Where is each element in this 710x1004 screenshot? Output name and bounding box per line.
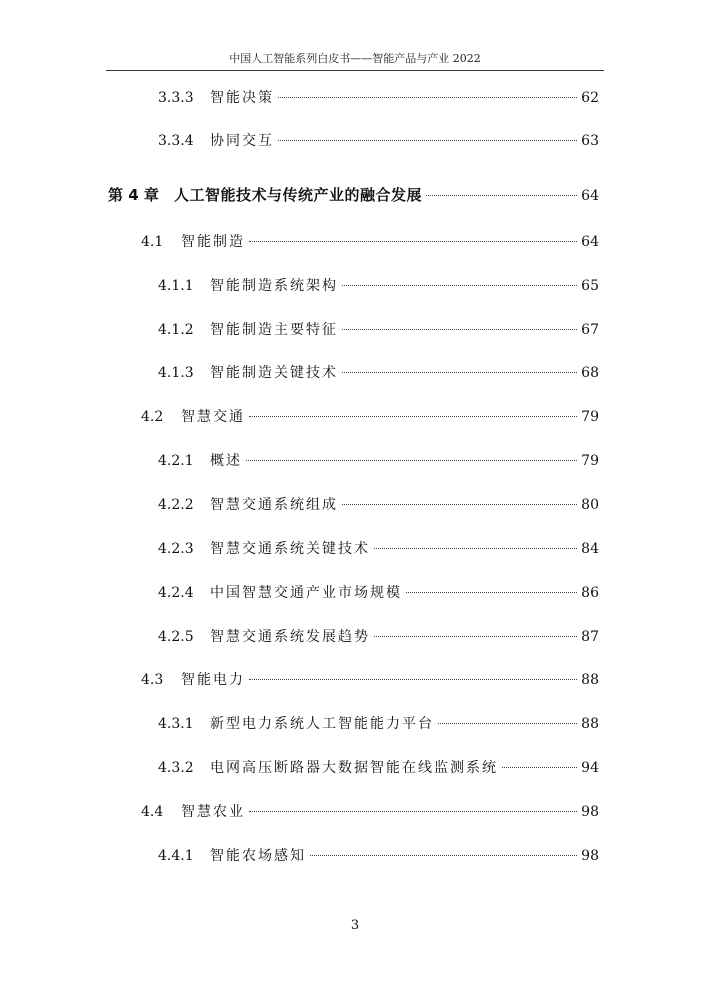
toc-leader [249, 811, 577, 812]
toc-entry-4-1-3[interactable] [158, 363, 599, 383]
toc-entry-4-2-5[interactable] [158, 627, 599, 647]
running-header: 中国人工智能系列白皮书——智能产品与产业 2022 [229, 52, 481, 65]
toc-leader [249, 241, 577, 242]
toc-entry-4-2[interactable] [141, 407, 599, 427]
toc-title: 智能制造 [181, 234, 245, 250]
toc-title: 人工智能技术与传统产业的融合发展 [174, 186, 423, 204]
toc-page: 65 [581, 278, 599, 294]
toc-number: 4.3.1 [158, 716, 194, 732]
toc-number: 4.2.1 [158, 453, 194, 469]
toc-title: 智慧交通系统发展趋势 [210, 629, 370, 645]
toc-number: 4.1.3 [158, 365, 194, 381]
toc-page: 98 [581, 848, 599, 864]
toc-entry-4-1-2[interactable] [158, 320, 599, 340]
toc-title: 协同交互 [210, 133, 274, 149]
toc-number: 4.2.3 [158, 541, 194, 557]
toc-leader [406, 592, 577, 593]
toc-title: 智慧交通 [181, 409, 245, 425]
toc-number: 4.4.1 [158, 848, 194, 864]
toc-title: 智慧交通系统组成 [210, 497, 338, 513]
toc-entry-4-1[interactable] [141, 232, 599, 252]
toc-entry-4-4-1[interactable] [158, 846, 599, 866]
toc-page: 62 [581, 90, 599, 106]
toc-entry-4-3-1[interactable] [158, 714, 599, 734]
toc-number: 3.3.4 [158, 133, 194, 149]
toc-page: 84 [581, 541, 599, 557]
toc-entry-3-3-4[interactable] [158, 131, 599, 151]
toc-number: 4.3.2 [158, 760, 194, 776]
toc-page: 86 [581, 585, 599, 601]
toc-leader [278, 140, 577, 141]
toc-number: 4.1 [141, 234, 164, 250]
toc-page: 98 [581, 804, 599, 820]
toc-title: 智慧交通系统关键技术 [210, 541, 370, 557]
toc-entry-4-2-4[interactable] [158, 583, 599, 603]
toc-entry-4-1-1[interactable] [158, 276, 599, 296]
toc-leader [426, 195, 577, 196]
toc-number: 4.2 [141, 409, 164, 425]
toc-title: 智能农场感知 [210, 848, 306, 864]
toc-leader [374, 636, 577, 637]
toc-number: 3.3.3 [158, 90, 194, 106]
toc-entry-4-2-3[interactable] [158, 539, 599, 559]
toc-leader [249, 416, 577, 417]
toc-page: 80 [581, 497, 599, 513]
toc-title: 中国智慧交通产业市场规模 [210, 585, 402, 601]
toc-title: 智能制造系统架构 [210, 278, 338, 294]
toc-entry-4-3[interactable] [141, 670, 599, 690]
toc-title: 智慧农业 [181, 804, 245, 820]
toc-title: 智能制造关键技术 [210, 365, 338, 381]
toc-entry-4-2-2[interactable] [158, 495, 599, 515]
toc-entry-3-3-3[interactable] [158, 88, 599, 108]
toc-page: 94 [581, 760, 599, 776]
toc-page: 88 [581, 672, 599, 688]
toc-title: 智能决策 [210, 90, 274, 106]
toc-leader [342, 285, 577, 286]
toc-leader [342, 329, 577, 330]
toc-leader [342, 504, 577, 505]
toc-title: 新型电力系统人工智能能力平台 [210, 716, 434, 732]
toc-page: 79 [581, 453, 599, 469]
toc-entry-4-4[interactable] [141, 802, 599, 822]
toc-number: 4.2.4 [158, 585, 194, 601]
toc-page: 64 [581, 234, 599, 250]
toc-leader [438, 723, 577, 724]
toc-number: 4.2.2 [158, 497, 194, 513]
toc-leader [374, 548, 577, 549]
toc-entry-chapter-4[interactable] [108, 185, 599, 206]
toc-number: 4.1.2 [158, 322, 194, 338]
toc-leader [342, 372, 577, 373]
toc-leader [246, 460, 577, 461]
toc-page: 87 [581, 629, 599, 645]
toc-title: 智能电力 [181, 672, 245, 688]
toc-leader [502, 767, 577, 768]
toc-page: 88 [581, 716, 599, 732]
toc-page: 79 [581, 409, 599, 425]
toc-title: 电网高压断路器大数据智能在线监测系统 [210, 760, 498, 776]
toc-page: 63 [581, 133, 599, 149]
toc-title: 概述 [210, 453, 242, 469]
toc-number: 第 4 章 [108, 186, 159, 204]
toc-entry-4-3-2[interactable] [158, 758, 599, 778]
toc-number: 4.3 [141, 672, 164, 688]
toc-number: 4.4 [141, 804, 164, 820]
page-number: 3 [350, 918, 360, 933]
toc-title: 智能制造主要特征 [210, 322, 338, 338]
toc-number: 4.2.5 [158, 629, 194, 645]
toc-entry-4-2-1[interactable] [158, 451, 599, 471]
toc-page: 64 [581, 188, 599, 204]
toc-leader [278, 97, 577, 98]
toc-leader [249, 679, 577, 680]
toc-leader [310, 855, 577, 856]
toc-page: 68 [581, 365, 599, 381]
toc-page: 67 [581, 322, 599, 338]
toc-number: 4.1.1 [158, 278, 194, 294]
